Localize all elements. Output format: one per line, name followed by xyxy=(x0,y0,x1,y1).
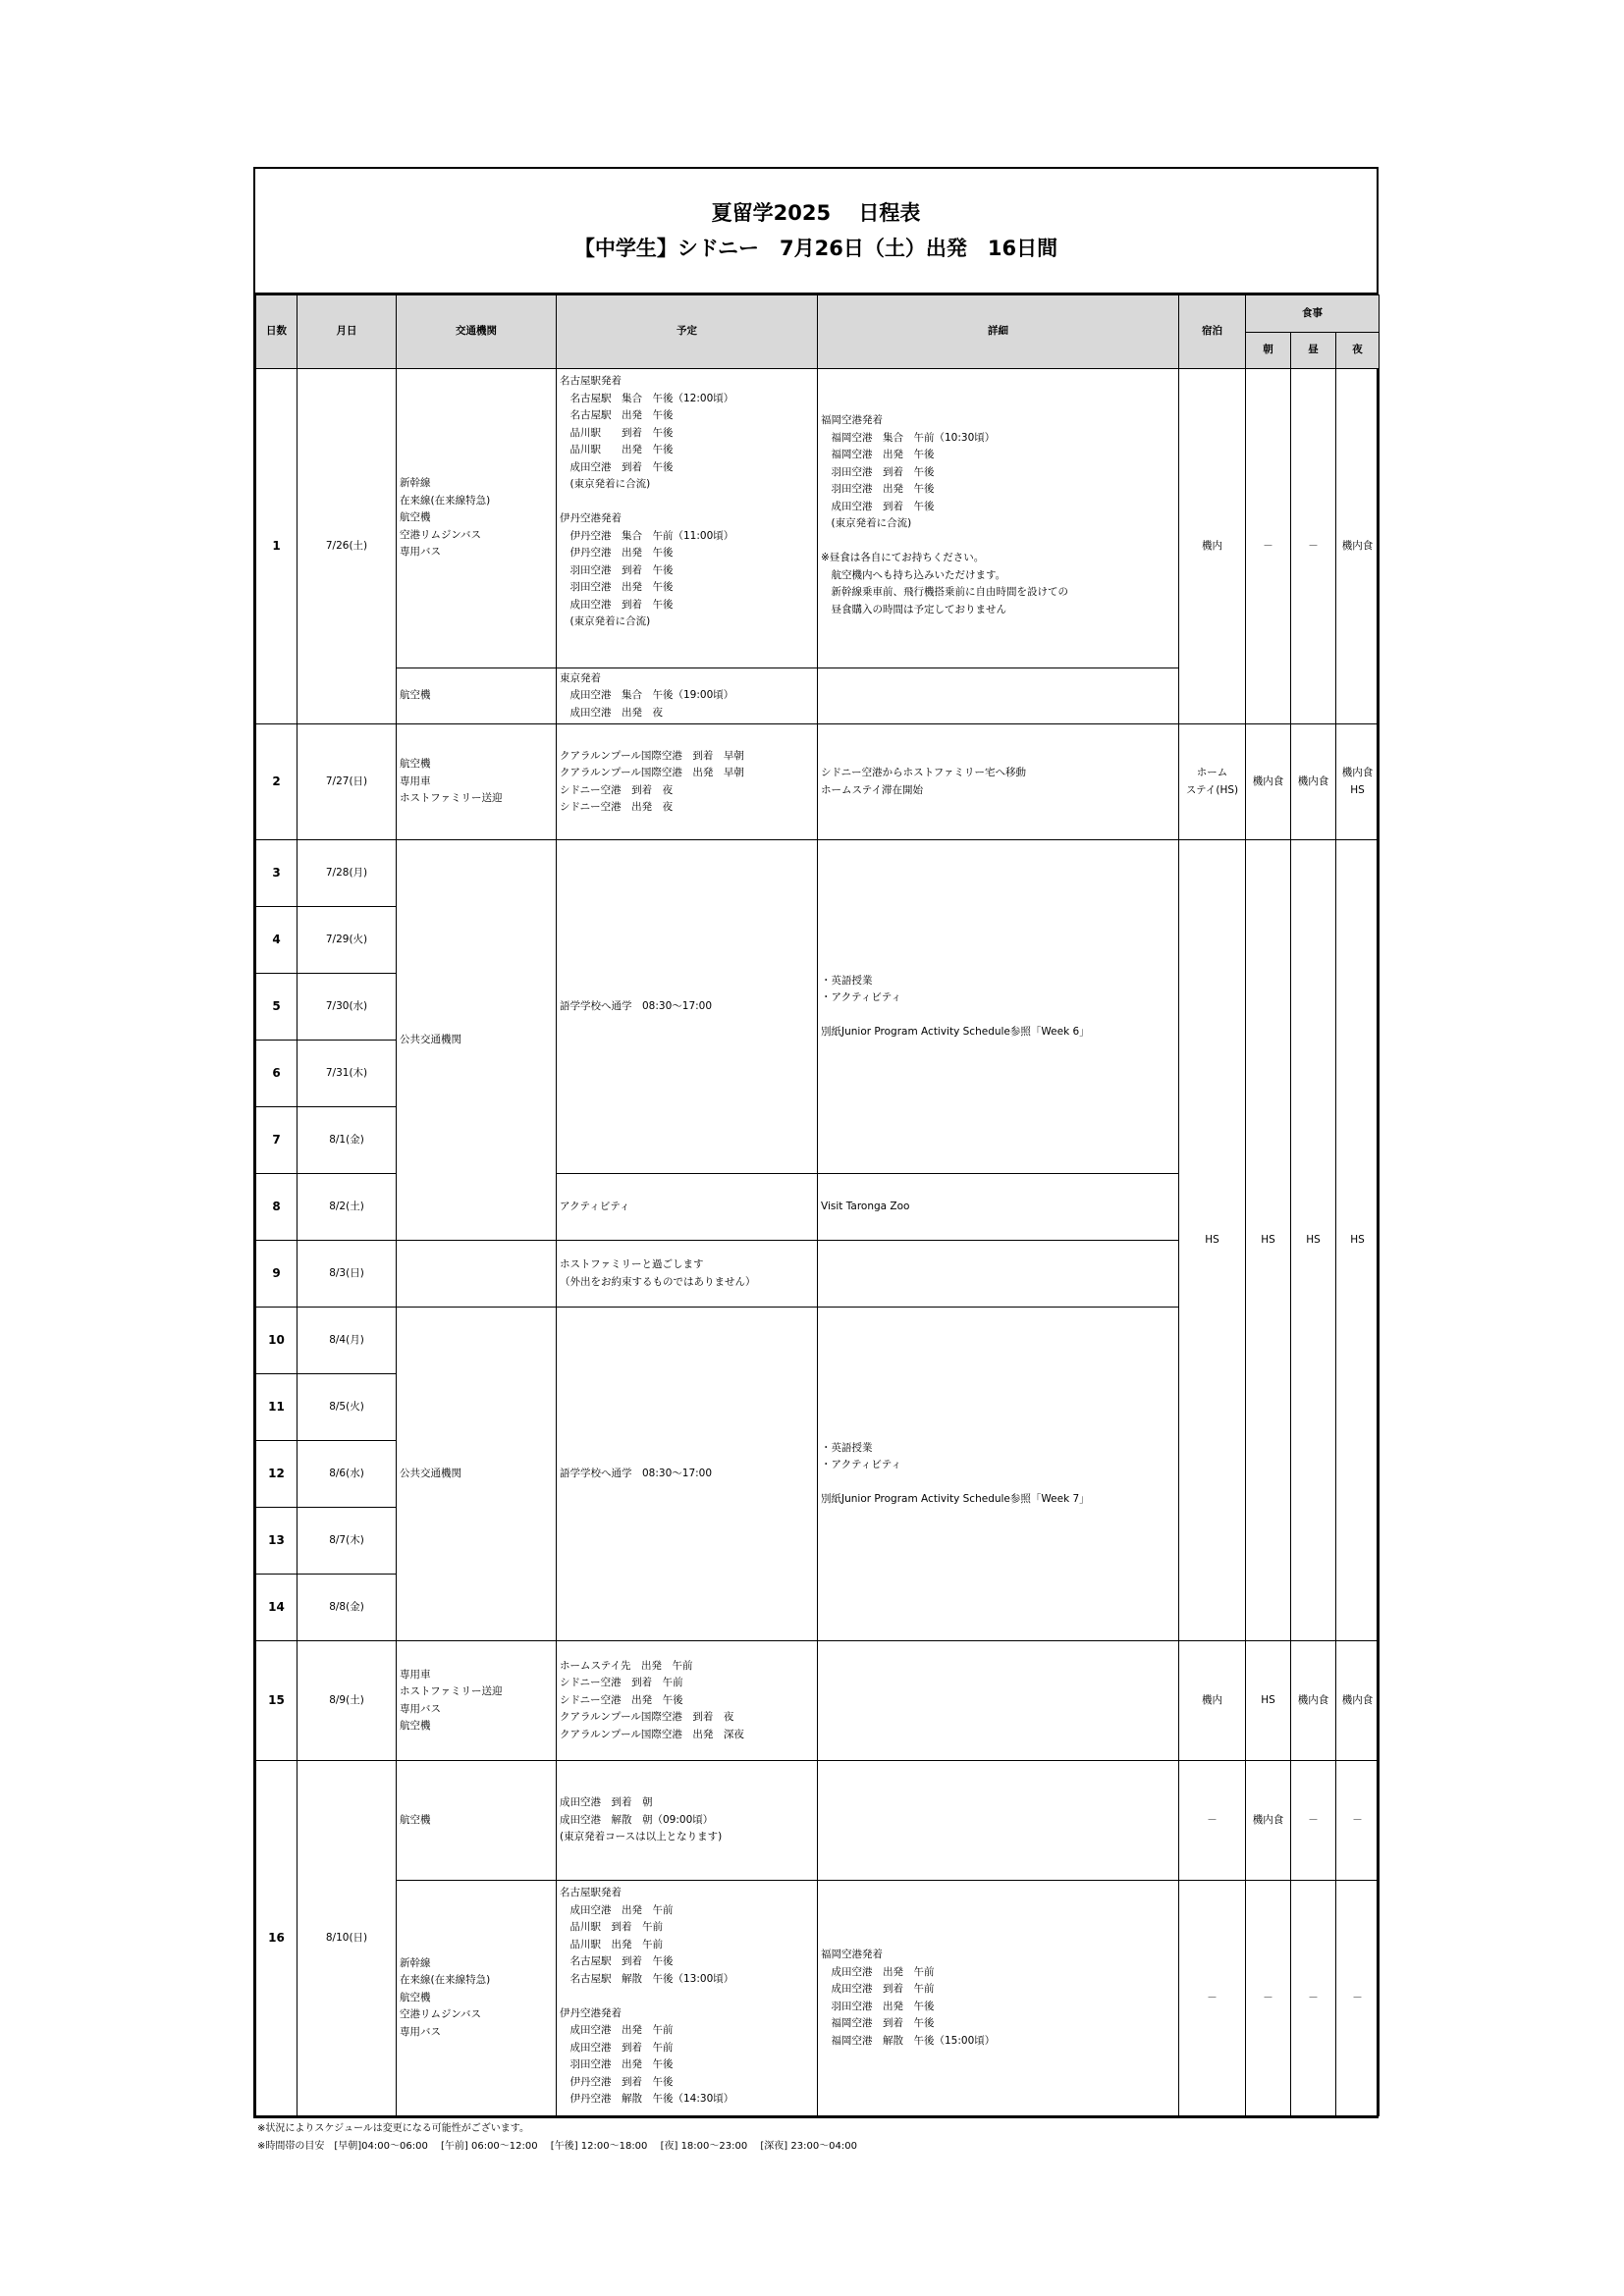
text-line: 名古屋駅発着 xyxy=(560,1887,622,1898)
day-number: 14 xyxy=(256,1575,298,1641)
day-date: 8/4(月) xyxy=(298,1308,397,1374)
text-line: 羽田空港 到着 午後 xyxy=(821,465,935,478)
text-line: ホーム xyxy=(1196,767,1228,778)
schedule-cell: 語学学校へ通学 08:30～17:00 xyxy=(557,1308,818,1641)
transport-cell: 航空機 xyxy=(397,668,557,724)
details-cell xyxy=(818,1761,1179,1881)
table-row xyxy=(256,1881,1380,2116)
dinner-cell: HS xyxy=(1336,840,1380,1641)
text-line: 品川駅 出発 午後 xyxy=(560,444,674,455)
table-row xyxy=(256,1641,1380,1761)
lodging-cell: － xyxy=(1179,1881,1246,2116)
text-line: 昼食購入の時間は予定しておりません xyxy=(821,603,1006,615)
text-line xyxy=(821,1474,1175,1492)
text-line: 成田空港 到着 午後 xyxy=(560,598,674,611)
text-line: 航空機 xyxy=(400,511,431,524)
text-line: 東京発着 xyxy=(560,671,601,684)
header-dinner: 夜 xyxy=(1336,333,1380,369)
header-day: 日数 xyxy=(256,295,298,369)
text-line: 羽田空港 到着 午後 xyxy=(560,563,674,576)
text-line: 航空機 xyxy=(400,758,431,771)
details-cell xyxy=(818,668,1179,724)
day-number: 3 xyxy=(256,840,298,907)
schedule-cell xyxy=(557,1241,818,1308)
text-line: 専用バス xyxy=(400,1702,441,1715)
header-meals: 食事 xyxy=(1246,295,1380,333)
text-line: 伊丹空港 解散 午後（14:30頃） xyxy=(560,2093,734,2105)
text-line: 専用バス xyxy=(400,2025,441,2038)
header-breakfast: 朝 xyxy=(1246,333,1291,369)
day-date: 8/2(土) xyxy=(298,1174,397,1241)
text-line: 成田空港 到着 午後 xyxy=(821,500,935,512)
schedule-cell xyxy=(557,1761,818,1881)
lodging-cell: 機内 xyxy=(1179,1641,1246,1761)
text-line: 羽田空港 出発 午後 xyxy=(560,581,674,593)
transport-cell xyxy=(397,369,557,668)
lodging-cell: HS xyxy=(1179,840,1246,1641)
text-line: ※昼食は各自にてお持ちください。 xyxy=(821,552,985,563)
day-date: 7/27(日) xyxy=(298,724,397,840)
transport-cell: 航空機 xyxy=(397,1761,557,1881)
text-line: 航空機 xyxy=(400,1991,431,2003)
details-cell xyxy=(818,1308,1179,1641)
details-cell xyxy=(818,840,1179,1174)
text-line: 伊丹空港 集合 午前（11:00頃） xyxy=(560,529,734,542)
text-line: ・英語授業 xyxy=(821,1441,873,1454)
text-line: 名古屋駅 集合 午後（12:00頃） xyxy=(560,392,734,404)
text-line: 伊丹空港発着 xyxy=(560,512,622,524)
day-number: 1 xyxy=(256,369,298,724)
details-cell xyxy=(818,369,1179,668)
text-line: シドニー空港 到着 午前 xyxy=(560,1677,683,1689)
text-line: 名古屋駅 到着 午後 xyxy=(560,1955,674,1967)
transport-cell xyxy=(397,1241,557,1308)
text-line: シドニー空港からホストファミリー宅へ移動 xyxy=(821,767,1027,778)
lunch-cell: 機内食 xyxy=(1291,724,1336,840)
header-date: 月日 xyxy=(298,295,397,369)
text-line: 福岡空港発着 xyxy=(821,414,883,426)
day-date: 8/7(木) xyxy=(298,1508,397,1575)
schedule-cell xyxy=(557,1881,818,2116)
day-number: 12 xyxy=(256,1441,298,1508)
text-line xyxy=(821,1007,1175,1025)
breakfast-cell: 機内食 xyxy=(1246,1761,1291,1881)
text-line: ステイ(HS) xyxy=(1185,783,1239,796)
dinner-cell: 機内食 xyxy=(1336,1641,1380,1761)
text-line: ホームステイ滞在開始 xyxy=(821,783,924,796)
text-line: クアラルンプール国際空港 出発 深夜 xyxy=(560,1728,744,1740)
lunch-cell: － xyxy=(1291,1881,1336,2116)
text-line: 成田空港 解散 朝（09:00頃） xyxy=(560,1813,714,1826)
header-lunch: 昼 xyxy=(1291,333,1336,369)
lunch-cell: － xyxy=(1291,1761,1336,1881)
dinner-cell: － xyxy=(1336,1761,1380,1881)
lunch-cell: 機内食 xyxy=(1291,1641,1336,1761)
text-line: 成田空港 出発 午前 xyxy=(560,1903,674,1916)
text-line: 航空機 xyxy=(400,1720,431,1732)
text-line: 福岡空港 集合 午前（10:30頃） xyxy=(821,431,996,444)
text-line: 羽田空港 出発 午後 xyxy=(560,2058,674,2070)
text-line: 成田空港 出発 午前 xyxy=(821,1965,935,1978)
text-line: 羽田空港 出発 午後 xyxy=(821,2000,935,2012)
text-line: 機内食 xyxy=(1341,767,1374,778)
text-line: 名古屋駅発着 xyxy=(560,375,622,387)
text-line: シドニー空港 出発 午後 xyxy=(560,1693,683,1706)
day-number: 7 xyxy=(256,1107,298,1174)
dinner-cell xyxy=(1336,724,1380,840)
text-line: 成田空港 到着 午前 xyxy=(821,1983,935,1995)
text-line: 成田空港 集合 午後（19:00頃） xyxy=(560,689,734,702)
dinner-cell: 機内食 xyxy=(1336,369,1380,724)
text-line: 羽田空港 出発 午後 xyxy=(821,483,935,495)
details-cell xyxy=(818,1881,1179,2116)
text-line: 成田空港 出発 夜 xyxy=(560,706,663,719)
breakfast-cell: － xyxy=(1246,369,1291,724)
text-line: 名古屋駅 出発 午後 xyxy=(560,409,674,421)
schedule-frame xyxy=(253,167,1379,2118)
text-line: 新幹線 xyxy=(400,1956,431,1969)
day-date: 8/8(金) xyxy=(298,1575,397,1641)
text-line: 福岡空港 出発 午後 xyxy=(821,449,935,460)
day-number: 8 xyxy=(256,1174,298,1241)
transport-cell xyxy=(397,1881,557,2116)
day-date: 7/26(土) xyxy=(298,369,397,724)
text-line: 空港リムジンバス xyxy=(400,528,482,541)
table-row xyxy=(256,840,1380,907)
text-line: ホストファミリーと過ごします xyxy=(560,1258,704,1270)
details-cell xyxy=(818,724,1179,840)
day-date: 8/3(日) xyxy=(298,1241,397,1308)
text-line: ・英語授業 xyxy=(821,974,873,987)
text-line: 成田空港 到着 午後 xyxy=(560,460,674,473)
day-date: 8/5(火) xyxy=(298,1374,397,1441)
text-line: ・アクティビティ xyxy=(821,1459,902,1470)
transport-cell xyxy=(397,724,557,840)
breakfast-cell: HS xyxy=(1246,1641,1291,1761)
schedule-cell: 語学学校へ通学 08:30～17:00 xyxy=(557,840,818,1174)
text-line: 品川駅 到着 午後 xyxy=(560,426,674,439)
text-line: 新幹線 xyxy=(400,477,431,490)
text-line: ホストファミリー送迎 xyxy=(400,792,503,805)
text-line: 伊丹空港 出発 午後 xyxy=(560,547,674,559)
text-line: 名古屋駅 解散 午後（13:00頃） xyxy=(560,1972,734,1985)
lodging-cell: － xyxy=(1179,1761,1246,1881)
header-lodging: 宿泊 xyxy=(1179,295,1246,369)
text-line: 専用車 xyxy=(400,1668,431,1681)
day-number: 15 xyxy=(256,1641,298,1761)
text-line xyxy=(821,533,1175,551)
text-line: 福岡空港発着 xyxy=(821,1949,883,1960)
day-date: 8/6(水) xyxy=(298,1441,397,1508)
text-line: 品川駅 出発 午前 xyxy=(560,1938,663,1950)
day-date: 7/31(木) xyxy=(298,1041,397,1107)
page-title: 夏留学2025 日程表 xyxy=(711,201,921,225)
day-date: 8/10(日) xyxy=(298,1761,397,2116)
text-line: 空港リムジンバス xyxy=(400,2008,482,2021)
text-line: HS xyxy=(1350,783,1365,796)
text-line: (東京発着に合流) xyxy=(560,615,651,627)
header-details: 詳細 xyxy=(818,295,1179,369)
schedule-cell xyxy=(557,369,818,668)
header-transport: 交通機関 xyxy=(397,295,557,369)
text-line: (東京発着に合流) xyxy=(560,478,651,490)
schedule-table xyxy=(255,294,1380,2116)
day-date: 7/30(水) xyxy=(298,974,397,1041)
text-line: 専用車 xyxy=(400,774,431,787)
header-schedule: 予定 xyxy=(557,295,818,369)
schedule-cell xyxy=(557,724,818,840)
text-line: 在来線(在来線特急) xyxy=(400,494,491,507)
text-line: 伊丹空港発着 xyxy=(560,2006,622,2019)
text-line: (東京発着に合流) xyxy=(821,517,912,529)
transport-cell xyxy=(397,1641,557,1761)
text-line: シドニー空港 出発 夜 xyxy=(560,801,674,813)
transport-cell: 公共交通機関 xyxy=(397,1308,557,1641)
breakfast-cell: HS xyxy=(1246,840,1291,1641)
breakfast-cell: － xyxy=(1246,1881,1291,2116)
day-number: 5 xyxy=(256,974,298,1041)
day-number: 10 xyxy=(256,1308,298,1374)
breakfast-cell: 機内食 xyxy=(1246,724,1291,840)
text-line: クアラルンプール国際空港 到着 早朝 xyxy=(560,749,744,762)
text-line: 伊丹空港 到着 午後 xyxy=(560,2075,674,2088)
text-line: 品川駅 到着 午前 xyxy=(560,1921,663,1933)
text-line: 専用バス xyxy=(400,546,441,559)
day-date: 7/28(月) xyxy=(298,840,397,907)
footnote-time-ranges: ※時間帯の目安 [早朝]04:00～06:00 [午前] 06:00～12:00 [午後] 12:00～18:00 [夜] 18:00～23:00 [深夜] 23:00～04:00 xyxy=(257,2141,858,2152)
text-line xyxy=(560,1988,814,2005)
day-number: 11 xyxy=(256,1374,298,1441)
dinner-cell: － xyxy=(1336,1881,1380,2116)
schedule-cell: アクティビティ xyxy=(557,1174,818,1241)
text-line: シドニー空港 到着 夜 xyxy=(560,783,674,796)
text-line: 航空機内へも持ち込みいただけます。 xyxy=(821,568,1006,581)
day-number: 13 xyxy=(256,1508,298,1575)
day-number: 6 xyxy=(256,1041,298,1107)
day-number: 4 xyxy=(256,907,298,974)
table-row xyxy=(256,1761,1380,1881)
text-line: 成田空港 出発 午前 xyxy=(560,2024,674,2036)
lodging-cell xyxy=(1179,724,1246,840)
page-subtitle: 【中学生】シドニー 7月26日（土）出発 16日間 xyxy=(573,237,1058,260)
text-line: 成田空港 到着 朝 xyxy=(560,1796,653,1809)
details-cell xyxy=(818,1641,1179,1761)
details-cell xyxy=(818,1241,1179,1308)
title-box xyxy=(255,169,1377,294)
footnotes xyxy=(257,2120,857,2156)
text-line: 別紙Junior Program Activity Schedule参照「Week 6」 xyxy=(821,1026,1090,1038)
text-line: クアラルンプール国際空港 出発 早朝 xyxy=(560,767,744,778)
table-row xyxy=(256,724,1380,840)
lunch-cell: － xyxy=(1291,369,1336,724)
lodging-cell: 機内 xyxy=(1179,369,1246,724)
schedule-cell xyxy=(557,1641,818,1761)
text-line: (東京発着コースは以上となります) xyxy=(560,1831,723,1843)
text-line: ホストファミリー送迎 xyxy=(400,1685,503,1697)
text-line: 在来線(在来線特急) xyxy=(400,1974,491,1987)
day-number: 2 xyxy=(256,724,298,840)
text-line: ホームステイ先 出発 午前 xyxy=(560,1659,693,1672)
day-number: 16 xyxy=(256,1761,298,2116)
day-date: 8/1(金) xyxy=(298,1107,397,1174)
text-line: 成田空港 到着 午前 xyxy=(560,2041,674,2054)
text-line: （外出をお約束するものではありません） xyxy=(560,1275,756,1288)
text-line: ・アクティビティ xyxy=(821,991,902,1003)
text-line: 福岡空港 到着 午後 xyxy=(821,2017,935,2029)
footnote-schedule-change: ※状況によりスケジュールは変更になる可能性がございます。 xyxy=(257,2123,529,2134)
lunch-cell: HS xyxy=(1291,840,1336,1641)
schedule-cell xyxy=(557,668,818,724)
text-line: クアラルンプール国際空港 到着 夜 xyxy=(560,1711,734,1724)
details-cell: Visit Taronga Zoo xyxy=(818,1174,1179,1241)
text-line: 新幹線乗車前、飛行機搭乗前に自由時間を設けての xyxy=(821,586,1068,598)
day-number: 9 xyxy=(256,1241,298,1308)
table-row xyxy=(256,369,1380,668)
transport-cell: 公共交通機関 xyxy=(397,840,557,1241)
text-line: 福岡空港 解散 午後（15:00頃） xyxy=(821,2034,996,2047)
text-line: 別紙Junior Program Activity Schedule参照「Week 7」 xyxy=(821,1493,1090,1505)
text-line xyxy=(560,494,814,511)
day-date: 7/29(火) xyxy=(298,907,397,974)
day-date: 8/9(土) xyxy=(298,1641,397,1761)
